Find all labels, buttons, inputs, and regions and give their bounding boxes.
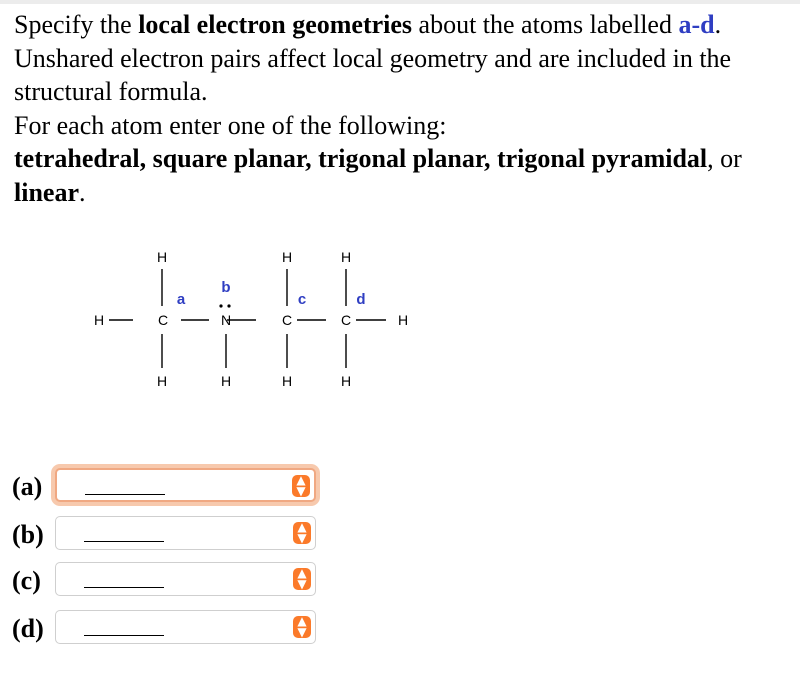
atom-label-c: c (297, 291, 307, 308)
carbon-atom: C (281, 312, 293, 328)
select-arrows-icon[interactable]: ▲ ▼ (293, 568, 311, 590)
prompt-text: about the atoms labelled (412, 10, 679, 39)
answer-select-d[interactable] (55, 610, 316, 644)
lone-pair-dot (219, 304, 222, 307)
select-arrows-icon[interactable]: ▲ ▼ (293, 522, 311, 544)
hydrogen-atom: H (220, 373, 232, 389)
prompt-options: tetrahedral, square planar, trigonal planar, trigonal pyramidal (14, 144, 708, 173)
prompt-emphasis: local electron geometries (138, 10, 413, 39)
answer-select-b[interactable] (55, 516, 316, 550)
hydrogen-atom: H (281, 249, 293, 265)
select-arrows-icon[interactable]: ▲ ▼ (293, 616, 311, 638)
prompt-text: For each atom enter one of the following: (14, 110, 447, 140)
hydrogen-atom: H (281, 373, 293, 389)
answer-select-a[interactable] (55, 468, 316, 502)
carbon-atom: C (340, 312, 352, 328)
prompt-text: . (79, 177, 86, 207)
hydrogen-atom: H (156, 373, 168, 389)
prompt-options: linear (14, 177, 79, 207)
answer-label: (c) (12, 566, 41, 595)
hydrogen-atom: H (156, 249, 168, 265)
hydrogen-atom: H (397, 312, 409, 328)
hydrogen-atom: H (93, 312, 105, 328)
blank-value (84, 587, 164, 588)
blank-value (85, 494, 165, 495)
atom-label-b: b (221, 279, 231, 296)
prompt-atom-range: a-d (678, 10, 715, 39)
prompt-text: Specify the (14, 10, 139, 39)
hydrogen-atom: H (340, 249, 352, 265)
atom-label-d: d (356, 291, 366, 308)
hydrogen-atom: H (340, 373, 352, 389)
structural-formula (80, 232, 440, 402)
blank-value (84, 635, 164, 636)
prompt-paragraph-2 (14, 109, 784, 210)
prompt-text: , or (707, 144, 742, 173)
carbon-atom: C (157, 312, 169, 328)
answer-label: (b) (12, 520, 44, 549)
answer-label: (d) (12, 614, 44, 643)
atom-label-a: a (176, 291, 186, 308)
lone-pair-dot (227, 304, 230, 307)
answer-select-c[interactable] (55, 562, 316, 596)
prompt-text: . Unshared electron pairs affect local geometry and are included in the structural formula. (14, 10, 732, 106)
nitrogen-atom: N (220, 312, 232, 328)
top-bar (0, 0, 800, 4)
select-arrows-icon[interactable]: ▲ ▼ (292, 475, 310, 497)
question-prompt (14, 8, 784, 209)
prompt-paragraph-1 (14, 8, 784, 109)
answer-label: (a) (12, 472, 43, 501)
blank-value (84, 541, 164, 542)
